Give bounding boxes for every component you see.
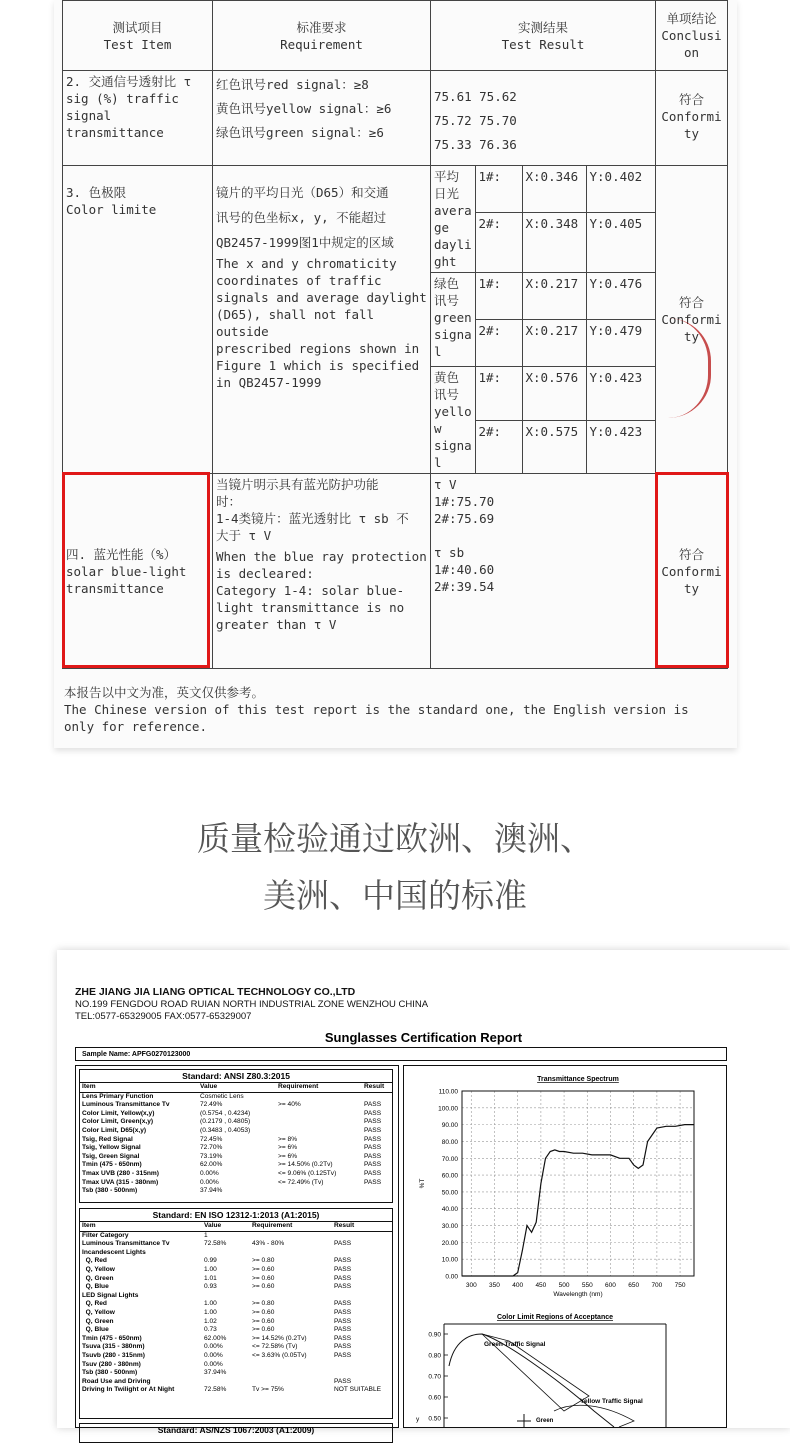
table-cell: PASS xyxy=(334,1317,352,1325)
table-cell: PASS xyxy=(364,1152,382,1160)
table-cell xyxy=(332,1249,392,1258)
table-cell: >= 14.52% (0.2Tv) xyxy=(252,1334,307,1342)
table-cell: Filter Category xyxy=(82,1231,129,1239)
table-cell: Q, Yellow xyxy=(82,1265,115,1273)
y-coordinate: Y:0.423 xyxy=(586,420,655,473)
table-cell: Tsig, Green Signal xyxy=(82,1152,140,1160)
table-row xyxy=(80,1352,392,1361)
table-cell: Tv >= 75% xyxy=(252,1386,284,1394)
y-tick-label: 30.00 xyxy=(441,1223,458,1231)
column-header: Requirement xyxy=(276,1083,362,1092)
caption-line-2: 美洲、中国的标准 xyxy=(263,876,527,915)
table-cell xyxy=(332,1361,392,1370)
table-row xyxy=(80,1275,392,1284)
table-cell xyxy=(250,1378,332,1387)
x-coordinate: X:0.575 xyxy=(522,420,586,473)
table-cell xyxy=(362,1092,392,1101)
table-cell xyxy=(250,1292,332,1301)
table-cell: Luminous Transmittance Tv xyxy=(82,1101,170,1109)
sample-number: 1#: xyxy=(475,273,522,320)
table-cell: 72.49% xyxy=(200,1101,223,1109)
table-cell: 1.02 xyxy=(204,1317,217,1325)
y-coordinate: Y:0.402 xyxy=(586,166,655,213)
y-tick-label: 100.00 xyxy=(438,1105,458,1113)
table-row xyxy=(80,1170,392,1179)
table-cell xyxy=(276,1110,362,1119)
table-cell: Tsuv (280 - 380nm) xyxy=(82,1360,141,1368)
table-cell: 0.00% xyxy=(204,1360,223,1368)
table-cell: PASS xyxy=(334,1283,352,1291)
table-cell: >= 0.60 xyxy=(252,1326,275,1334)
header-test-result: 实测结果 Test Result xyxy=(431,1,656,71)
table-cell xyxy=(202,1378,250,1387)
table-cell: Q, Green xyxy=(82,1317,114,1325)
table-row xyxy=(80,1369,392,1378)
x-tick-label: 500 xyxy=(558,1282,570,1289)
group-label-daylight: 平均 日光 avera ge dayli ght xyxy=(431,166,475,273)
table-header-row xyxy=(80,1222,392,1231)
table-cell: Tsuvb (280 - 315nm) xyxy=(82,1351,145,1359)
y-tick-label: 0.60 xyxy=(428,1394,441,1402)
table-row xyxy=(80,1240,392,1249)
x-tick-label: 650 xyxy=(628,1282,640,1289)
y-coordinate: Y:0.405 xyxy=(586,213,655,273)
table-row xyxy=(80,1231,392,1240)
table-cell xyxy=(332,1231,392,1240)
certification-report xyxy=(57,950,790,1435)
table-cell xyxy=(362,1187,392,1196)
header-conclusion: 单项结论 Conclusi on xyxy=(656,1,728,71)
table-row xyxy=(80,1300,392,1309)
table-cell: (0.5754 , 0.4234) xyxy=(200,1109,251,1117)
yellow-region xyxy=(554,1405,634,1427)
req-traffic-signal: 红色讯号red signal：≥8 黄色讯号yellow signal：≥6 绿色讯号green signal：≥6 xyxy=(213,71,431,166)
table-cell: PASS xyxy=(334,1351,352,1359)
table-cell: 1.00 xyxy=(204,1308,217,1316)
table-row xyxy=(80,1153,392,1162)
header-requirement: 标准要求 Requirement xyxy=(213,1,431,71)
table-header-row xyxy=(80,1083,392,1092)
table-cell xyxy=(250,1249,332,1258)
standards-column xyxy=(75,1065,399,1435)
sample-number: 2#: xyxy=(475,213,522,273)
table-cell: >= 0.80 xyxy=(252,1300,275,1308)
table-cell: Tmax UVA (315 - 380nm) xyxy=(82,1178,159,1186)
table-cell: >= 0.60 xyxy=(252,1317,275,1325)
table-cell: >= 6% xyxy=(278,1144,298,1152)
x-tick-label: 550 xyxy=(581,1282,593,1289)
x-coordinate: X:0.217 xyxy=(522,320,586,367)
table-cell xyxy=(250,1231,332,1240)
report-title: Sunglasses Certification Report xyxy=(324,1030,523,1045)
table-row xyxy=(80,1283,392,1292)
column-header: Value xyxy=(202,1222,250,1231)
table-cell: 37.94% xyxy=(204,1369,227,1377)
table-cell xyxy=(202,1292,250,1301)
table-cell: 0.00% xyxy=(204,1343,223,1351)
table-cell: PASS xyxy=(334,1343,352,1351)
table-row xyxy=(80,1326,392,1335)
table-row xyxy=(80,1361,392,1370)
annotation-yellow-signal: Yellow Traffic Signal xyxy=(580,1398,643,1405)
table-cell xyxy=(276,1118,362,1127)
item-color-limit: 3. 色极限 Color limite xyxy=(63,166,213,474)
language-note: 本报告以中文为准，英文仅供参考。 The Chinese version of this test report is the standard one, the English version is only for reference. xyxy=(64,685,689,734)
table-cell: >= 40% xyxy=(278,1101,301,1109)
table-cell: 0.00% xyxy=(200,1169,219,1177)
table-cell: Tmax UVB (280 - 315nm) xyxy=(82,1169,159,1177)
x-coordinate: X:0.346 xyxy=(522,166,586,213)
table-cell xyxy=(276,1127,362,1136)
table-cell: >= 0.60 xyxy=(252,1283,275,1291)
table-cell: LED Signal Lights xyxy=(82,1291,139,1299)
table-cell: Color Limit, D65(x,y) xyxy=(82,1126,147,1134)
table-row xyxy=(80,1309,392,1318)
table-cell: 62.00% xyxy=(200,1161,223,1169)
table-row xyxy=(80,1187,392,1196)
row-color-limit xyxy=(63,166,728,474)
result-blue-light: τ V 1#:75.70 2#:75.69 τ sb 1#:40.60 2#:39.54 xyxy=(431,474,656,669)
table-cell: Tsb (380 - 500nm) xyxy=(82,1187,138,1195)
table-cell xyxy=(332,1369,392,1378)
y-tick-label: 0.80 xyxy=(428,1352,441,1360)
table-cell: <= 72.49% (Tv) xyxy=(278,1178,324,1186)
sample-number: 1#: xyxy=(475,166,522,213)
conclusion-traffic-signal: 符合 Conformi ty xyxy=(656,71,728,166)
table-row xyxy=(80,1118,392,1127)
table-cell: PASS xyxy=(334,1240,352,1248)
y-tick-label: 0.00 xyxy=(445,1273,458,1281)
table-row xyxy=(80,1127,392,1136)
table-cell: 62.00% xyxy=(204,1334,227,1342)
row-traffic-signal xyxy=(63,71,728,166)
table-cell: PASS xyxy=(364,1101,382,1109)
table-cell: >= 0.60 xyxy=(252,1308,275,1316)
sample-name: Sample Name: APFG0270123000 xyxy=(75,1047,727,1061)
table-cell xyxy=(250,1369,332,1378)
column-header: Value xyxy=(198,1083,276,1092)
table-cell: (0.3483 , 0.4053) xyxy=(200,1126,251,1134)
table-row xyxy=(80,1110,392,1119)
company-contact: TEL:0577-65329005 FAX:0577-65329007 xyxy=(75,1011,252,1022)
y-tick-label: 0.50 xyxy=(428,1415,441,1423)
table-cell: (0.2179 , 0.4805) xyxy=(200,1118,251,1126)
quality-caption xyxy=(0,810,790,924)
table-cell: PASS xyxy=(334,1326,352,1334)
table-row xyxy=(80,1343,392,1352)
table-row xyxy=(80,1179,392,1188)
table-cell: >= 6% xyxy=(278,1152,298,1160)
table-row xyxy=(80,1249,392,1258)
table-cell xyxy=(276,1187,362,1196)
table-cell: 1.01 xyxy=(204,1274,217,1282)
table-cell: Q, Blue xyxy=(82,1283,109,1291)
y-tick-label: 80.00 xyxy=(441,1138,458,1146)
chromaticity-subtable xyxy=(431,166,655,473)
x-tick-label: 350 xyxy=(489,1282,500,1289)
company-name: ZHE JIANG JIA LIANG OPTICAL TECHNOLOGY CO.,LTD xyxy=(75,986,356,998)
x-coordinate: X:0.217 xyxy=(522,273,586,320)
table-cell: Tmin (475 - 650nm) xyxy=(82,1334,142,1342)
x-coordinate: X:0.576 xyxy=(522,367,586,421)
chart-title: Transmittance Spectrum xyxy=(537,1076,619,1083)
result-color-limit xyxy=(431,166,656,474)
table-cell: 1.00 xyxy=(204,1265,217,1273)
table-cell: PASS xyxy=(364,1109,382,1117)
table-cell: Tsig, Yellow Signal xyxy=(82,1144,141,1152)
x-tick-label: 600 xyxy=(605,1282,616,1289)
table-cell: Incandescent Lights xyxy=(82,1248,146,1256)
x-tick-label: 700 xyxy=(651,1282,663,1289)
conclusion-color-limit: 符合 Conformi ty xyxy=(656,166,728,474)
x-tick-label: 450 xyxy=(535,1282,547,1289)
table-cell: PASS xyxy=(364,1118,382,1126)
table-cell: PASS xyxy=(364,1178,382,1186)
table-cell: 72.58% xyxy=(204,1386,227,1394)
sample-number: 2#: xyxy=(475,420,522,473)
table-cell: 0.73 xyxy=(204,1326,217,1334)
asnzs-title: Standard: AS/NZS 1067:2003 (A1:2009) xyxy=(157,1425,315,1435)
iso-title: Standard: EN ISO 12312-1:2013 (A1:2015) xyxy=(80,1209,392,1222)
company-header xyxy=(75,986,428,1023)
table-cell: PASS xyxy=(364,1161,382,1169)
ansi-section xyxy=(79,1069,393,1203)
table-cell: PASS xyxy=(364,1126,382,1134)
y-coordinate: Y:0.476 xyxy=(586,273,655,320)
table-cell: PASS xyxy=(334,1300,352,1308)
table-cell: Cosmetic Lens xyxy=(200,1092,244,1100)
y-tick-label: 70.00 xyxy=(441,1155,458,1163)
table-cell: Q, Green xyxy=(82,1274,114,1282)
x-tick-label: 400 xyxy=(512,1282,524,1289)
column-header: Item xyxy=(80,1083,198,1092)
company-address: NO.199 FENGDOU ROAD RUIAN NORTH INDUSTRIAL ZONE WENZHOU CHINA xyxy=(75,999,429,1010)
table-cell: Q, Red xyxy=(82,1257,107,1265)
asnzs-section xyxy=(79,1423,393,1443)
table-cell: 1.00 xyxy=(204,1300,217,1308)
table-cell: PASS xyxy=(364,1135,382,1143)
table-cell: 43% - 80% xyxy=(252,1240,285,1248)
y-coordinate: Y:0.479 xyxy=(586,320,655,367)
table-cell: 0.99 xyxy=(204,1257,217,1265)
table-cell xyxy=(332,1292,392,1301)
ansi-title: Standard: ANSI Z80.3:2015 xyxy=(80,1070,392,1083)
item-blue-light: 四. 蓝光性能（%） solar blue-light transmittance xyxy=(63,474,213,669)
table-cell: PASS xyxy=(334,1257,352,1265)
table-cell: Tsb (380 - 500nm) xyxy=(82,1369,138,1377)
column-header: Result xyxy=(332,1222,392,1231)
column-header: Item xyxy=(80,1222,202,1231)
table-cell xyxy=(250,1361,332,1370)
table-cell: 0.00% xyxy=(200,1178,219,1186)
table-cell: 0.93 xyxy=(204,1283,217,1291)
table-row xyxy=(80,1318,392,1327)
charts-column xyxy=(403,1065,727,1428)
table-cell xyxy=(276,1092,362,1101)
table-row xyxy=(80,1092,392,1101)
x-coordinate: X:0.348 xyxy=(522,213,586,273)
table-row xyxy=(80,1161,392,1170)
column-header: Requirement xyxy=(250,1222,332,1231)
y-tick-label: 90.00 xyxy=(441,1122,458,1130)
table-row xyxy=(80,1257,392,1266)
column-header: Result xyxy=(362,1083,392,1092)
table-cell: >= 0.80 xyxy=(252,1257,275,1265)
caption-line-1: 质量检验通过欧洲、澳洲、 xyxy=(197,819,593,858)
table-cell: Road Use and Driving xyxy=(82,1377,151,1385)
annotation-green: Green xyxy=(536,1418,554,1424)
table-cell: PASS xyxy=(334,1274,352,1282)
table-cell: 72.70% xyxy=(200,1144,223,1152)
table-cell: Tsig, Red Signal xyxy=(82,1135,133,1143)
table-cell: PASS xyxy=(364,1144,382,1152)
table-cell: Luminous Transmittance Tv xyxy=(82,1240,170,1248)
table-row xyxy=(80,1136,392,1145)
table-row xyxy=(80,1144,392,1153)
header-test-item: 测试项目 Test Item xyxy=(63,1,213,71)
sample-number: 2#: xyxy=(475,320,522,367)
table-cell: Q, Red xyxy=(82,1300,107,1308)
table-cell: <= 3.63% (0.05Tv) xyxy=(252,1351,307,1359)
table-cell: PASS xyxy=(334,1265,352,1273)
table-cell: 37.94% xyxy=(200,1187,223,1195)
table-row xyxy=(80,1292,392,1301)
sample-number: 1#: xyxy=(475,367,522,421)
table-cell: Color Limit, Yellow(x,y) xyxy=(82,1109,155,1117)
y-tick-label: 40.00 xyxy=(441,1206,458,1214)
table-cell: >= 8% xyxy=(278,1135,298,1143)
y-tick-label: 110.00 xyxy=(438,1088,458,1096)
group-label-green: 绿色 讯号 green signa l xyxy=(431,273,475,367)
table-cell: PASS xyxy=(334,1308,352,1316)
y-tick-label: 50.00 xyxy=(441,1189,458,1197)
table-cell: >= 0.60 xyxy=(252,1265,275,1273)
y-axis-label: %T xyxy=(419,1178,426,1189)
y-tick-label: 10.00 xyxy=(441,1256,458,1264)
chart-title: Color Limit Regions of Acceptance xyxy=(496,1314,614,1321)
table-cell: Color Limit, Green(x,y) xyxy=(82,1118,154,1126)
iso-table xyxy=(80,1222,392,1395)
x-tick-label: 750 xyxy=(674,1282,686,1289)
table-cell: <= 9.06% (0.125Tv) xyxy=(278,1169,337,1177)
table-row xyxy=(80,1266,392,1275)
table-cell: >= 0.60 xyxy=(252,1274,275,1282)
row-blue-light xyxy=(63,474,728,669)
table-cell: Tsuva (315 - 380nm) xyxy=(82,1343,145,1351)
x-tick-label: 300 xyxy=(465,1282,477,1289)
y-tick-label: 20.00 xyxy=(441,1239,458,1247)
test-result-table xyxy=(62,0,728,669)
result-traffic-signal: 75.61 75.62 75.72 75.70 75.33 76.36 xyxy=(431,71,656,166)
table-cell: Driving In Twilight or At Night xyxy=(82,1386,175,1394)
table-cell: Q, Yellow xyxy=(82,1308,115,1316)
table-row xyxy=(80,1378,392,1387)
table-cell: 73.19% xyxy=(200,1152,223,1160)
table-row xyxy=(80,1386,392,1395)
charts-svg xyxy=(404,1066,726,1427)
table-cell: 1 xyxy=(204,1231,208,1239)
x-axis-label: Wavelength (nm) xyxy=(553,1291,603,1298)
y-tick-label: 0.70 xyxy=(428,1373,441,1381)
table-row xyxy=(80,1335,392,1344)
table-cell: <= 72.58% (Tv) xyxy=(252,1343,298,1351)
table-cell: Lens Primary Function xyxy=(82,1092,154,1100)
ansi-table xyxy=(80,1083,392,1196)
y-tick-label: 0.90 xyxy=(428,1331,441,1339)
table-cell: 72.58% xyxy=(204,1240,227,1248)
table-cell: PASS xyxy=(364,1169,382,1177)
req-blue-light: 当镜片明示具有蓝光防护功能 时： 1-4类镜片：蓝光透射比 τ sb 不 大于 τ V When the blue ray protection is decleared: Category 1-4: solar blue- light transmittance is no greater than τ V xyxy=(213,474,431,669)
iso-section xyxy=(79,1208,393,1419)
table-cell: PASS xyxy=(334,1377,352,1385)
y-tick-label: 60.00 xyxy=(441,1172,458,1180)
table-row xyxy=(80,1101,392,1110)
item-traffic-signal: 2. 交通信号透射比 τ sig (%) traffic signal transmittance xyxy=(63,71,213,166)
plot-frame xyxy=(462,1091,694,1276)
table-cell: >= 14.50% (0.2Tv) xyxy=(278,1161,333,1169)
table-cell: Tmin (475 - 650nm) xyxy=(82,1161,142,1169)
annotation-green-signal: Green Traffic Signal xyxy=(484,1341,546,1348)
conclusion-blue-light: 符合 Conformi ty xyxy=(656,474,728,669)
y-axis-label: y xyxy=(416,1416,420,1423)
test-report-scan xyxy=(54,0,737,748)
table-cell: NOT SUITABLE xyxy=(334,1386,382,1394)
table-cell: PASS xyxy=(334,1334,352,1342)
table-cell: Q, Blue xyxy=(82,1326,109,1334)
group-label-yellow: 黄色 讯号 yello w signa l xyxy=(431,367,475,474)
req-color-limit: 镜片的平均日光（D65）和交通 讯号的色坐标x, y, 不能超过 QB2457-1999图1中规定的区域 The x and y chromaticity coordinates of traffic signals and average daylight (D65), shall not fall outside prescribed regions shown in Figure 1 which is specified in QB2457-1999 xyxy=(213,166,431,474)
y-coordinate: Y:0.423 xyxy=(586,367,655,421)
table-cell: 72.45% xyxy=(200,1135,223,1143)
table-cell: 0.00% xyxy=(204,1351,223,1359)
transmittance-line xyxy=(462,1125,694,1276)
table-cell xyxy=(202,1249,250,1258)
